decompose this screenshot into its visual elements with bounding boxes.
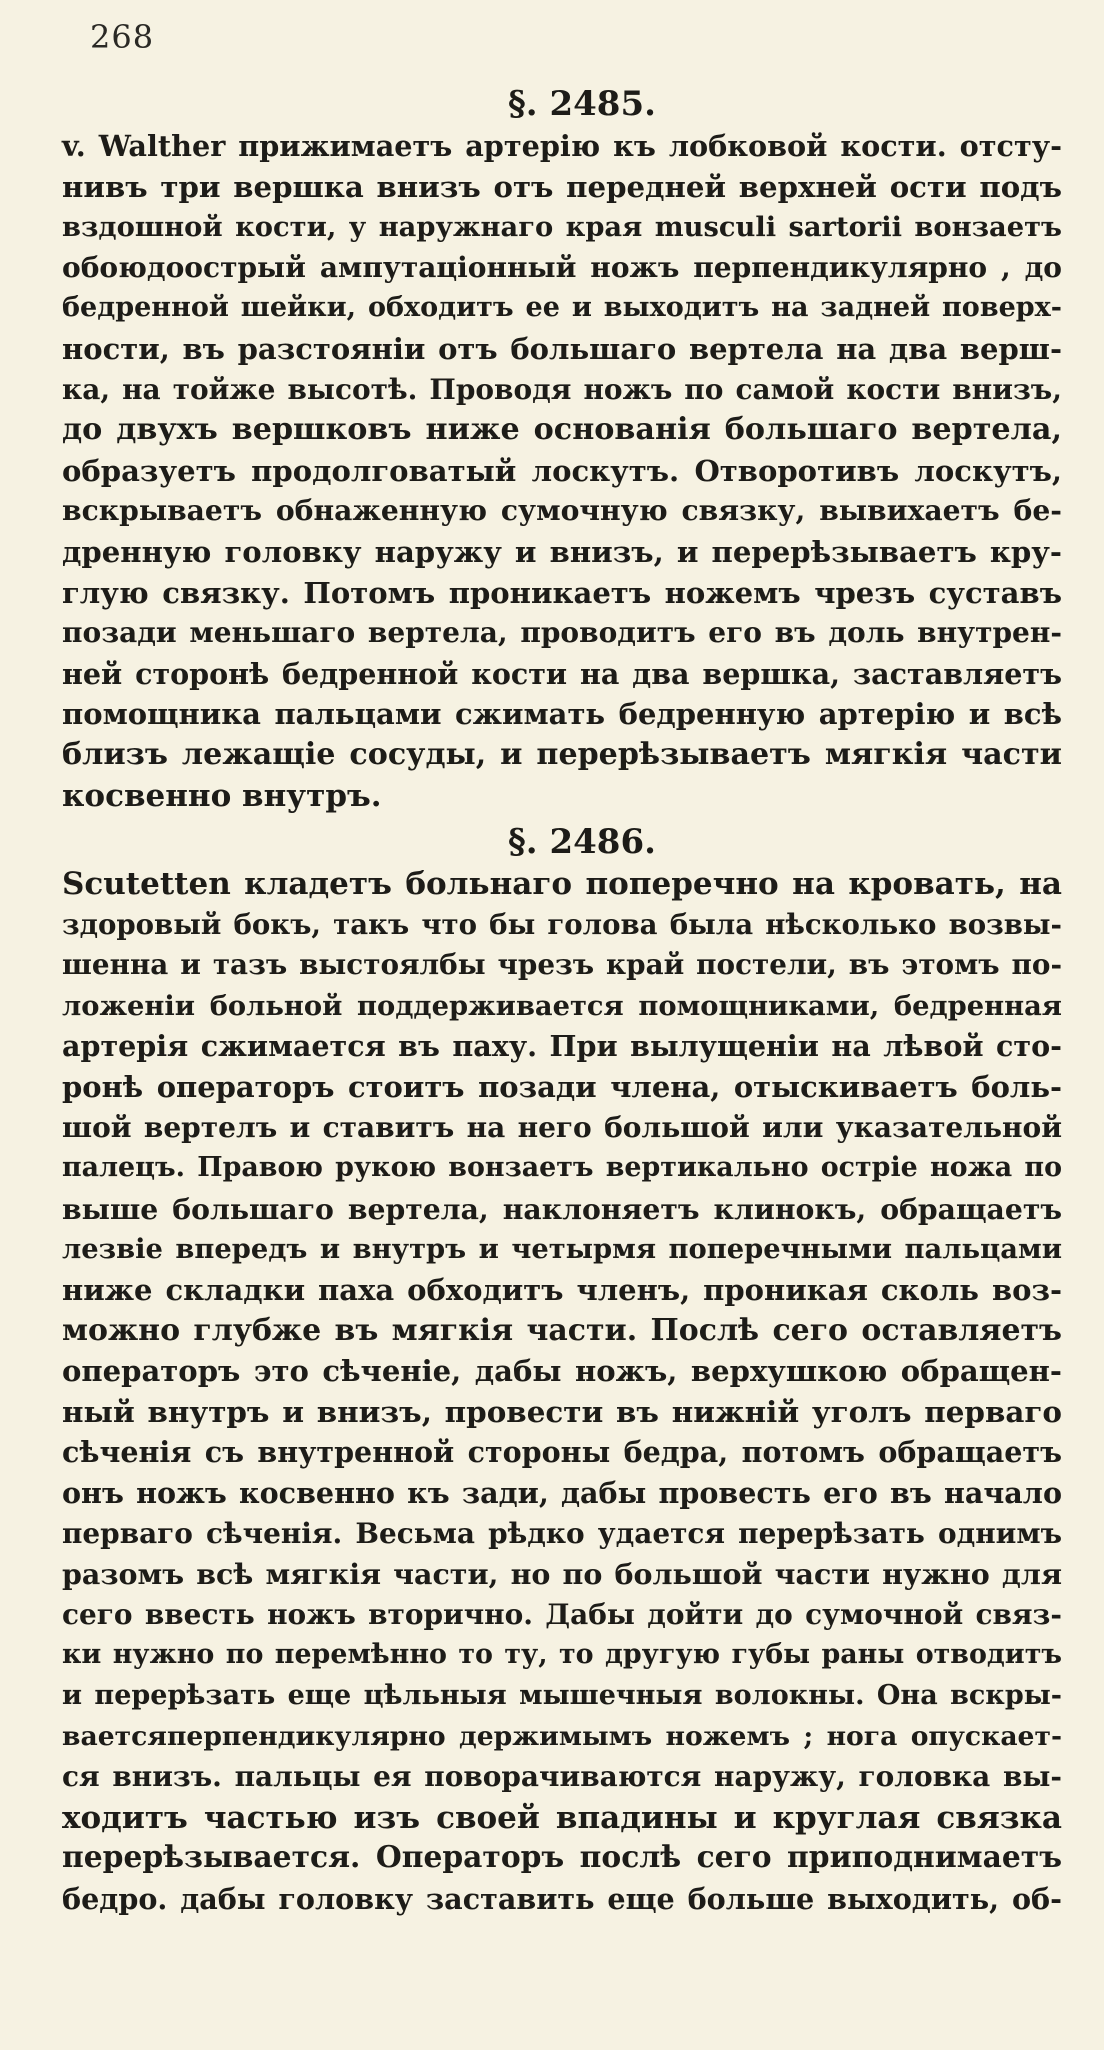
text-line: глую связку. Потомъ проникаетъ ножемъ чрезъ суставъ [62, 575, 1062, 610]
page-content [62, 82, 1062, 1920]
text-line: шой вертелъ и ставитъ на него большой или указательной [62, 1110, 1062, 1144]
text-line: артерія сжимается въ паху. При вылущеніи на лѣвой сто- [62, 1029, 1062, 1064]
text-line: ходитъ частью изъ своей впадины и круглая связка [62, 1799, 1062, 1836]
text-line: ки нужно по перемѣнно то ту, то другую губы раны отводитъ [62, 1639, 1062, 1671]
text-line: выше большаго вертела, наклоняетъ клинокъ, обращаетъ [62, 1191, 1062, 1226]
text-line: можно глубже въ мягкія части. Послѣ сего оставляетъ [62, 1312, 1062, 1348]
text-line: ваетсяперпендикулярно держимымъ ножемъ ; нога опускает- [62, 1720, 1062, 1752]
section-heading-2485: §. 2485. [508, 84, 656, 124]
text-line: помощника пальцами сжимать бедренную артерію и всѣ [62, 697, 1062, 732]
text-line: здоровый бокъ, такъ что бы голова была нѣсколько возвы- [62, 907, 1062, 941]
text-line: позади меньшаго вертела, проводитъ его въ доль внутрен- [62, 616, 1062, 650]
text-line: палецъ. Правою рукою вонзаетъ вертикально остріе ножа по [62, 1152, 1062, 1184]
text-line: ложеніи больной поддерживается помощниками, бедренная [62, 989, 1062, 1022]
text-line: косвенно внутръ. [62, 777, 382, 814]
text-line: до двухъ вершковъ ниже основанія большаго вертела, [62, 412, 1062, 448]
text-line: дренную головку наружу и внизъ, и перерѣзываетъ кру- [62, 534, 1062, 569]
text-line: перваго сѣченія. Весьма рѣдко удается перерѣзать однимъ [62, 1516, 1062, 1550]
text-line: онъ ножъ косвенно къ зади, дабы провесть его въ начало [62, 1476, 1062, 1510]
text-line: бедро. дабы головку заставить еще больше выходить, об- [62, 1881, 1062, 1916]
text-line: операторъ это сѣченіе, дабы ножъ, верхушкою обращен- [62, 1354, 1062, 1389]
page-number: 268 [90, 18, 155, 56]
text-line: ней сторонѣ бедренной кости на два вершка, заставляетъ [62, 656, 1062, 691]
text-line: вскрываетъ обнаженную сумочную связку, вывихаетъ бе- [62, 494, 1062, 528]
text-line: ный внутръ и внизъ, провести въ нижній уголъ перваго [62, 1393, 1062, 1429]
section-2486-text [62, 864, 1062, 1919]
text-line: обоюдоострый ампутаціонный ножъ перпендикулярно , до [62, 250, 1062, 284]
text-line: лезвіе впередъ и внутръ и четырмя поперечными пальцами [62, 1233, 1062, 1266]
text-line: ка, на тойже высотѣ. Проводя ножъ по самой кости внизъ, [62, 372, 1062, 406]
text-line: ности, въ разстояніи отъ большаго вертела на два верш- [62, 331, 1062, 366]
text-line: нивъ три вершка внизъ отъ передней верхней ости подъ [62, 169, 1062, 204]
text-line: близъ лежащіе сосуды, и перерѣзываетъ мягкія части [62, 736, 1062, 772]
section-heading-2486: §. 2486. [508, 822, 656, 863]
text-line: v. Walther прижимаетъ артерію къ лобковой кости. отсту- [62, 129, 1062, 163]
text-line: ронѣ операторъ стоитъ позади члена, отыскиваетъ боль- [62, 1070, 1062, 1105]
text-line: образуетъ продолговатый лоскутъ. Отворотивъ лоскутъ, [62, 453, 1062, 488]
text-line: сего ввесть ножъ вторично. Дабы дойти до сумочной связ- [62, 1597, 1062, 1631]
text-line: сѣченія съ внутренной стороны бедра, потомъ обращаетъ [62, 1435, 1062, 1470]
text-line: вздошной кости, у наружнаго края musculi sartorii вонзаетъ [62, 211, 1062, 244]
section-2485-text [62, 126, 1062, 816]
text-line: перерѣзывается. Операторъ послѣ сего приподнимаетъ [62, 1840, 1062, 1876]
text-line: разомъ всѣ мягкія части, но по большой части нужно для [62, 1557, 1062, 1592]
text-line: бедренной шейки, обходитъ ее и выходитъ на задней поверх- [62, 292, 1062, 324]
text-line: ся внизъ. пальцы ея поворачиваются наружу, головка вы- [62, 1760, 1062, 1794]
text-line: Scutetten кладетъ больнаго поперечно на кровать, на [62, 866, 1062, 903]
text-line: и перерѣзать еще цѣльныя мышечныя волокны. Она вскры- [62, 1679, 1062, 1711]
text-line: шенна и тазъ выстоялбы чрезъ край постели, въ этомъ по- [62, 948, 1062, 982]
text-line: ниже складки паха обходитъ членъ, проникая сколь воз- [62, 1273, 1062, 1308]
